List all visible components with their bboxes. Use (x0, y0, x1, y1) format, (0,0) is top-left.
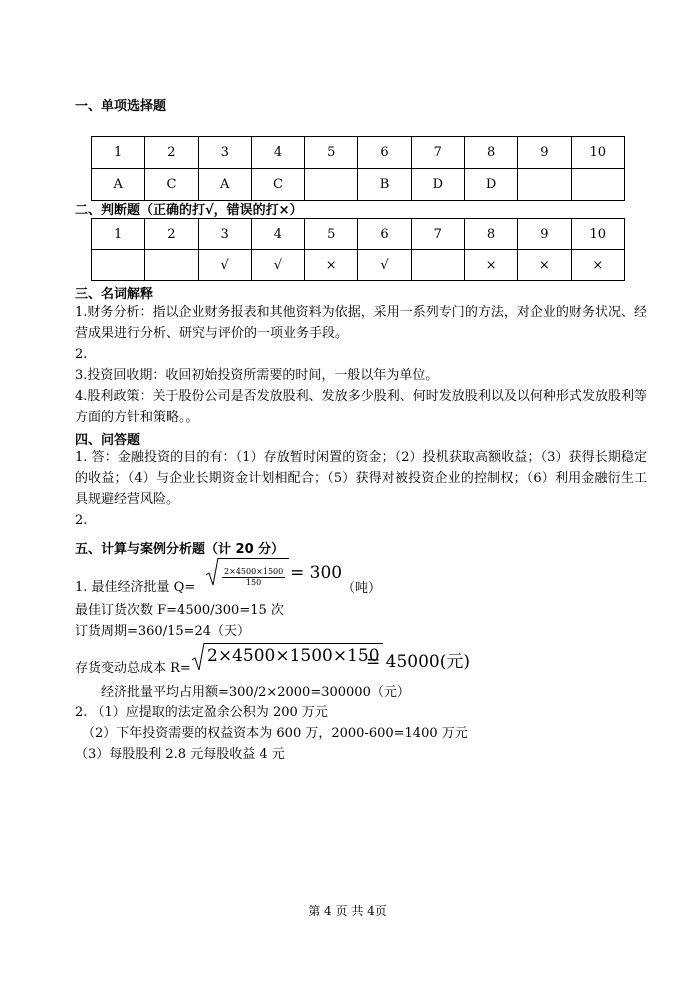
table-cell: × (305, 250, 358, 281)
table-row (92, 137, 625, 169)
table-cell: 1 (92, 137, 145, 169)
section1-title: 一、单项选择题 (75, 99, 167, 114)
table-cell: A (198, 169, 251, 201)
table-cell (145, 250, 198, 281)
total-cost-label: 存货变动总成本 R= (75, 661, 191, 676)
calc2-line2: （2）下年投资需要的权益资本为 600 万，2000-600=1400 万元 (82, 726, 468, 741)
table-cell: 8 (464, 219, 517, 250)
eoq-unit: （吨） (342, 581, 382, 596)
table-cell: 7 (411, 137, 464, 169)
table-cell: 6 (358, 219, 411, 250)
answer-2: 2. (75, 513, 88, 528)
table-cell: × (571, 250, 624, 281)
table-cell: √ (251, 250, 304, 281)
table-cell: A (92, 169, 145, 201)
table-cell (571, 169, 624, 201)
table-cell: 4 (251, 137, 304, 169)
table-cell (518, 169, 571, 201)
table-cell: 10 (571, 137, 624, 169)
table-cell: 4 (251, 219, 304, 250)
table-cell: 3 (198, 219, 251, 250)
table-cell: C (145, 169, 198, 201)
eoq-label: 1. 最佳经济批量 Q= (75, 580, 196, 595)
order-frequency: 最佳订货次数 F=4500/300=15 次 (75, 603, 284, 618)
definition-dividend-policy: 4.股利政策：关于股份公司是否发放股利、发放多少股利、何时发放股利以及以何种形式发放股利等方面的方针和策略。。 (75, 389, 647, 425)
eoq-numerator: 2×4500×1500 (224, 567, 284, 576)
table-cell: × (518, 250, 571, 281)
section3-title: 三、名词解释 (75, 287, 154, 302)
radical-sign-icon (191, 642, 205, 672)
definition-payback-period: 3.投资回收期：收回初始投资所需要的时间，一般以年为单位。 (75, 368, 439, 383)
eoq-result: = 300 (290, 563, 343, 583)
table-cell: 2 (145, 137, 198, 169)
table-cell (305, 169, 358, 201)
table-row (92, 169, 625, 201)
table-cell: 7 (411, 219, 464, 250)
table-cell: √ (198, 250, 251, 281)
table-cell: 1 (92, 219, 145, 250)
section4-title: 四、问答题 (75, 433, 141, 448)
table-cell: 10 (571, 219, 624, 250)
average-occupation: 经济批量平均占用额=300/2×2000=300000（元） (101, 685, 410, 700)
eoq-denominator: 150 (245, 578, 262, 587)
calc2-line1: 2. （1）应提取的法定盈余公积为 200 万元 (75, 705, 328, 720)
definition-2: 2. (75, 347, 88, 362)
table-cell: × (464, 250, 517, 281)
table-cell: 5 (305, 219, 358, 250)
table-row (92, 250, 625, 281)
table-cell (92, 250, 145, 281)
order-period: 订货周期=360/15=24（天） (75, 624, 251, 639)
radical-sign-icon (205, 557, 219, 587)
choice-answer-table (91, 136, 625, 201)
section5-title: 五、计算与案例分析题（计 20 分） (75, 542, 285, 557)
table-cell: B (358, 169, 411, 201)
answer-1: 1. 答：金融投资的目的有：（1）存放暂时闲置的资金；（2）投机获取高额收益；（3）获得长期稳定的收益；（4）与企业长期资金计划相配合；（5）获得对被投资企业的控制权；（6）利用金融衍生工具规避经营风险。 (75, 450, 647, 507)
table-cell: D (464, 169, 517, 201)
table-cell: 5 (305, 137, 358, 169)
table-cell: √ (358, 250, 411, 281)
table-cell: C (251, 169, 304, 201)
table-cell: 6 (358, 137, 411, 169)
table-row (92, 219, 625, 250)
calc2-line3: （3）每股股利 2.8 元每股收益 4 元 (75, 747, 285, 762)
table-cell: D (411, 169, 464, 201)
page-footer: 第 4 页 共 4页 (308, 904, 387, 918)
total-cost-result: = 45000(元) (366, 652, 470, 672)
total-cost-radicand: 2×4500×1500×150 (204, 643, 383, 666)
definition-financial-analysis: 1.财务分析：指以企业财务报表和其他资料为依据，采用一系列专门的方法，对企业的财务状况、经营成果进行分析、研究与评价的一项业务手段。 (75, 305, 647, 341)
table-cell: 3 (198, 137, 251, 169)
table-cell: 9 (518, 137, 571, 169)
table-cell: 2 (145, 219, 198, 250)
table-cell (411, 250, 464, 281)
table-cell: 9 (518, 219, 571, 250)
section2-title: 二、判断题（正确的打√，错误的打×） (75, 203, 303, 218)
judgement-answer-table (91, 218, 625, 281)
table-cell: 8 (464, 137, 517, 169)
eoq-fraction (222, 567, 285, 588)
